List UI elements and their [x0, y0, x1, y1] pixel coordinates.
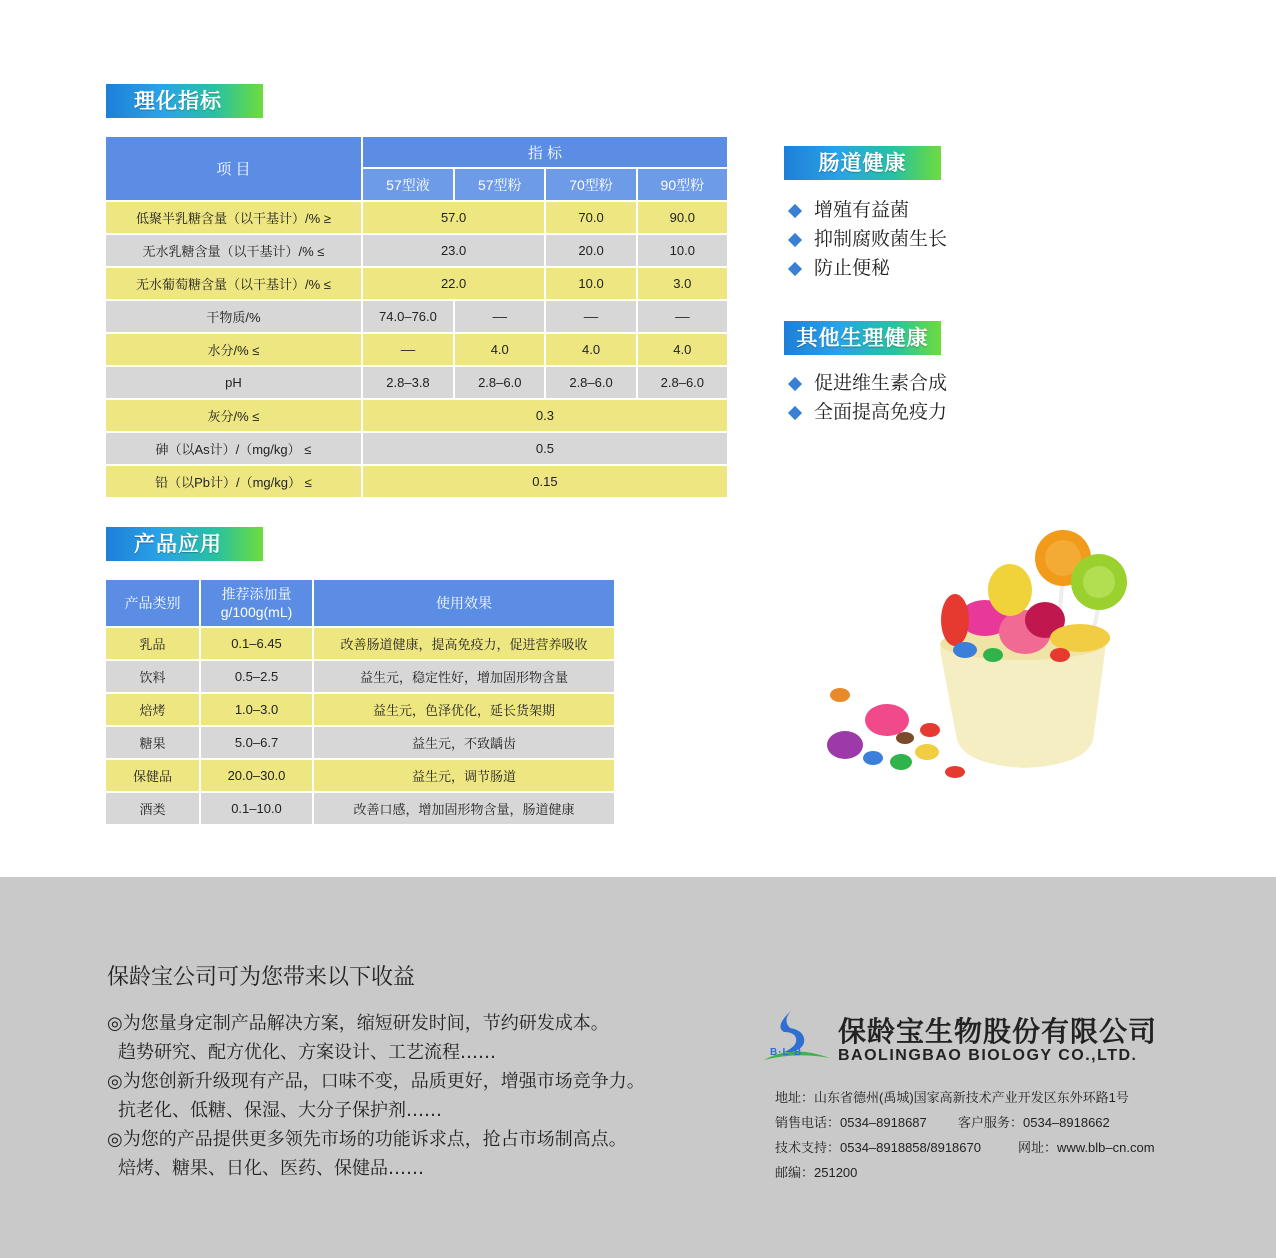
gut-health-list [786, 196, 947, 283]
cell: 饮料 [106, 661, 199, 692]
header-dosage [201, 580, 312, 626]
type-header: 57型粉 [455, 169, 544, 200]
cell: 74.0–76.0 [363, 301, 453, 332]
other-health-title: 其他生理健康 [784, 321, 941, 355]
tech-phone: 技术支持：0534–8918858/8918670 [775, 1140, 981, 1155]
company-address: 地址：山东省德州(禹城)国家高新技术产业开发区东外环路1号 [775, 1090, 1129, 1105]
cell: 0.1–6.45 [201, 628, 312, 659]
benefit-line: ◎为您创新升级现有产品，口味不变，品质更好，增强市场竞争力。 [107, 1071, 645, 1092]
header-item: 项 目 [106, 137, 361, 200]
cell: –– [546, 301, 635, 332]
cell: 4.0 [638, 334, 727, 365]
cell: 0.1–10.0 [201, 793, 312, 824]
row-label: 干物质/% [106, 301, 361, 332]
gut-health-title: 肠道健康 [784, 146, 941, 180]
cell: 益生元，稳定性好，增加固形物含量 [314, 661, 614, 692]
header-dosage-line2: g/100g(mL) [220, 604, 293, 620]
cell: 改善肠道健康，提高免疫力，促进营养吸收 [314, 628, 614, 659]
header-dosage-line1: 推荐添加量 [221, 586, 292, 602]
cell: 0.3 [363, 400, 727, 431]
cell: 5.0–6.7 [201, 727, 312, 758]
company-name-en: BAOLINGBAO BIOLOGY CO.,LTD. [838, 1047, 1138, 1064]
section-title-physicochemical: 理化指标 [106, 84, 263, 118]
table-row [106, 202, 727, 233]
benefit-line: 抗老化、低糖、保湿、大分子保护剂…… [118, 1100, 442, 1121]
cell: 20.0 [546, 235, 635, 266]
table-row [106, 301, 727, 332]
header-effect: 使用效果 [314, 580, 614, 626]
cell: 23.0 [363, 235, 545, 266]
cell: 90.0 [638, 202, 727, 233]
cell: 10.0 [546, 268, 635, 299]
table-row [106, 466, 727, 497]
header-index: 指 标 [363, 137, 727, 167]
row-label: 水分/% ≤ [106, 334, 361, 365]
website: 网址：www.blb–cn.com [1018, 1140, 1155, 1155]
cell: 57.0 [363, 202, 545, 233]
list-item-text: 增殖有益菌 [814, 199, 910, 221]
diamond-bullet-icon [788, 405, 802, 419]
list-item-text: 防止便秘 [814, 257, 891, 279]
row-label: 无水葡萄糖含量（以干基计）/% ≤ [106, 268, 361, 299]
application-table [104, 578, 616, 826]
cell: 0.5 [363, 433, 727, 464]
cell: 焙烤 [106, 694, 199, 725]
type-header: 70型粉 [546, 169, 635, 200]
type-header: 90型粉 [638, 169, 727, 200]
cell: –– [455, 301, 544, 332]
cell: 乳品 [106, 628, 199, 659]
table-row [106, 727, 614, 758]
cell: 保健品 [106, 760, 199, 791]
diamond-bullet-icon [788, 261, 802, 275]
cell: 益生元，调节肠道 [314, 760, 614, 791]
cell: 酒类 [106, 793, 199, 824]
diamond-bullet-icon [788, 203, 802, 217]
cell: 2.8–3.8 [363, 367, 453, 398]
table-row [106, 334, 727, 365]
cell: 1.0–3.0 [201, 694, 312, 725]
row-label: 低聚半乳糖含量（以干基计）/% ≥ [106, 202, 361, 233]
sales-phone: 销售电话：0534–8918687 [775, 1115, 927, 1130]
cell: 益生元，色泽优化，延长货架期 [314, 694, 614, 725]
diamond-bullet-icon [788, 232, 802, 246]
section-title-application: 产品应用 [106, 527, 263, 561]
cell: 3.0 [638, 268, 727, 299]
table-row [106, 400, 727, 431]
cell: 改善口感，增加固形物含量，肠道健康 [314, 793, 614, 824]
cell: 糖果 [106, 727, 199, 758]
table-row [106, 628, 614, 659]
spec-table [104, 135, 729, 499]
header-category: 产品类别 [106, 580, 199, 626]
other-health-list [786, 369, 947, 427]
list-item-text: 抑制腐败菌生长 [814, 228, 948, 250]
list-item [786, 254, 947, 283]
cell: 4.0 [455, 334, 544, 365]
cell: –– [363, 334, 453, 365]
row-label: 无水乳糖含量（以干基计）/% ≤ [106, 235, 361, 266]
benefit-line: ◎为您量身定制产品解决方案，缩短研发时间，节约研发成本。 [107, 1013, 609, 1034]
benefit-line: 趋势研究、配方优化、方案设计、工艺流程…… [118, 1042, 496, 1063]
table-row [106, 793, 614, 824]
list-item-text: 全面提高免疫力 [814, 401, 948, 423]
table-row [106, 367, 727, 398]
cell: 0.15 [363, 466, 727, 497]
service-phone: 客户服务：0534–8918662 [958, 1115, 1110, 1130]
cell: 4.0 [546, 334, 635, 365]
table-row [106, 268, 727, 299]
table-row [106, 694, 614, 725]
cell: 10.0 [638, 235, 727, 266]
table-row [106, 661, 614, 692]
cell: 22.0 [363, 268, 545, 299]
cell: 0.5–2.5 [201, 661, 312, 692]
benefit-line: 焙烤、糖果、日化、医药、保健品…… [118, 1158, 424, 1179]
list-item [786, 369, 947, 398]
type-header: 57型液 [363, 169, 453, 200]
cell: 2.8–6.0 [546, 367, 635, 398]
cell: 20.0–30.0 [201, 760, 312, 791]
row-label: pH [106, 367, 361, 398]
candy-bowl-image [815, 520, 1135, 780]
table-row [106, 235, 727, 266]
benefit-line: ◎为您的产品提供更多领先市场的功能诉求点，抢占市场制高点。 [107, 1129, 627, 1150]
cell: 2.8–6.0 [455, 367, 544, 398]
list-item [786, 225, 947, 254]
company-name-cn: 保龄宝生物股份有限公司 [838, 1015, 1158, 1048]
cell: 2.8–6.0 [638, 367, 727, 398]
table-row [106, 760, 614, 791]
cell: –– [638, 301, 727, 332]
table-row [106, 433, 727, 464]
row-label: 砷（以As计）/（mg/kg） ≤ [106, 433, 361, 464]
benefits-title: 保龄宝公司可为您带来以下收益 [107, 965, 416, 990]
list-item [786, 398, 947, 427]
list-item [786, 196, 947, 225]
zip-code: 邮编：251200 [775, 1165, 858, 1180]
cell: 益生元，不致龋齿 [314, 727, 614, 758]
row-label: 铅（以Pb计）/（mg/kg） ≤ [106, 466, 361, 497]
row-label: 灰分/% ≤ [106, 400, 361, 431]
cell: 70.0 [546, 202, 635, 233]
diamond-bullet-icon [788, 376, 802, 390]
logo-letters: B·L·B [770, 1047, 803, 1058]
list-item-text: 促进维生素合成 [814, 372, 948, 394]
